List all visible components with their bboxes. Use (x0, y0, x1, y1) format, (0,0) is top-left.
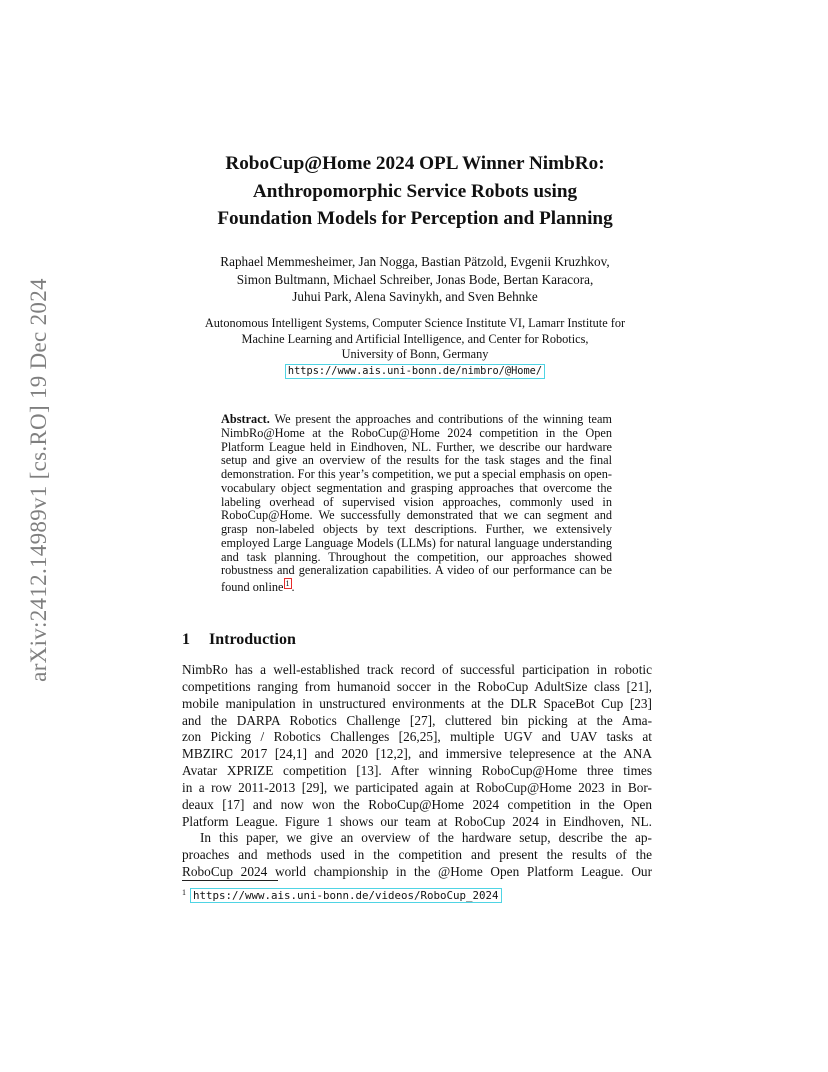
abstract (221, 413, 612, 595)
body-line: mobile manipulation in unstructured environments at the DLR SpaceBot Cup [23] (182, 695, 652, 711)
title-line: Foundation Models for Perception and Planning (217, 208, 613, 229)
footnote (182, 886, 652, 904)
body-line: MBZIRC 2017 [24,1] and 2020 [12,2], and immersive telepresence at the ANA (182, 746, 652, 762)
abstract-text: We present the approaches and contributions of the winning team NimbRo@Home at the RoboCup@Home 2024 competition in the Open Platform League held in Eindhoven, NL. Further, we describe our hardware setup and give an overview of the results for the task stages and the final demonstration. For this year’s competition, we put a special emphasis on open-vocabulary object segmentation and grasping approaches that overcome the labeling overhead of supervised vision approaches, commonly used in RoboCup@Home. We successfully demonstrated that we can segment and grasp non-labeled objects by text descriptions. Further, we extensively employed Large Language Models (LLMs) for natural language understanding and task planning. Throughout the competition, our approaches showed robustness and generalization capabilities. A video of our performance can be found online (221, 412, 612, 595)
authors-line: Raphael Memmesheimer, Jan Nogga, Bastian Pätzold, Evgenii Kruzhkov, (220, 254, 610, 269)
affiliation-url-link[interactable]: https://www.ais.uni-bonn.de/nimbro/@Home/ (285, 364, 545, 379)
title-line: RoboCup@Home 2024 OPL Winner NimbRo: (225, 153, 605, 174)
body-line: and the DARPA Robotics Challenge [27], cluttered bin picking at the Ama- (182, 712, 652, 728)
body-line: NimbRo has a well-established track record of successful participation in robotic (182, 662, 652, 677)
footnote-ref-link[interactable]: 1 (285, 579, 290, 588)
body-line: competitions ranging from humanoid soccer in the RoboCup AdultSize class [21], (182, 678, 652, 694)
abstract-heading: Abstract. (221, 412, 270, 426)
author-list (160, 253, 670, 306)
body-line: Avatar XPRIZE competition [13]. After winning RoboCup@Home three times (182, 763, 652, 779)
body-line: proaches and methods used in the competition and present the results of the (182, 847, 652, 863)
body-line: Platform League. Figure 1 shows our team at RoboCup 2024 in Eindhoven, NL. (182, 813, 652, 829)
affiliation (160, 316, 670, 379)
body-line: deaux [17] and now won the RoboCup@Home 2024 competition in the Open (182, 796, 652, 812)
section-number: 1 (182, 631, 190, 648)
body-line: in a row 2011-2013 [29], we participated again at RoboCup@Home 2023 in Bor- (182, 779, 652, 795)
title-line: Anthropomorphic Service Robots using (252, 180, 578, 202)
arxiv-identifier-stamp: arXiv:2412.14989v1 [cs.RO] 19 Dec 2024 (26, 278, 51, 682)
authors-line: Simon Bultmann, Michael Schreiber, Jonas Bode, Bertan Karacora, (236, 271, 594, 287)
section-title: Introduction (209, 631, 296, 648)
footnote-mark: 1 (182, 888, 186, 897)
affiliation-line: Machine Learning and Artificial Intelligence, and Center for Robotics, (241, 331, 589, 346)
footnote-divider (182, 880, 278, 881)
body-line: RoboCup 2024 world championship in the @Home Open Platform League. Our (182, 864, 652, 880)
body-line: zon Picking / Robotics Challenges [26,25], multiple UGV and UAV tasks at (182, 729, 652, 745)
body-line: In this paper, we give an overview of the hardware setup, describe the ap- (200, 830, 652, 846)
section-heading (182, 631, 652, 649)
footnote-url-link[interactable]: https://www.ais.uni-bonn.de/videos/RoboCup_2024 (190, 888, 502, 903)
paper-title (150, 150, 680, 233)
affiliation-line: University of Bonn, Germany (341, 347, 489, 361)
abstract-end: . (291, 580, 295, 595)
introduction-body (182, 662, 652, 881)
affiliation-line: Autonomous Intelligent Systems, Computer Science Institute VI, Lamarr Institute for (204, 316, 626, 330)
authors-line: Juhui Park, Alena Savinykh, and Sven Behnke (292, 289, 538, 304)
